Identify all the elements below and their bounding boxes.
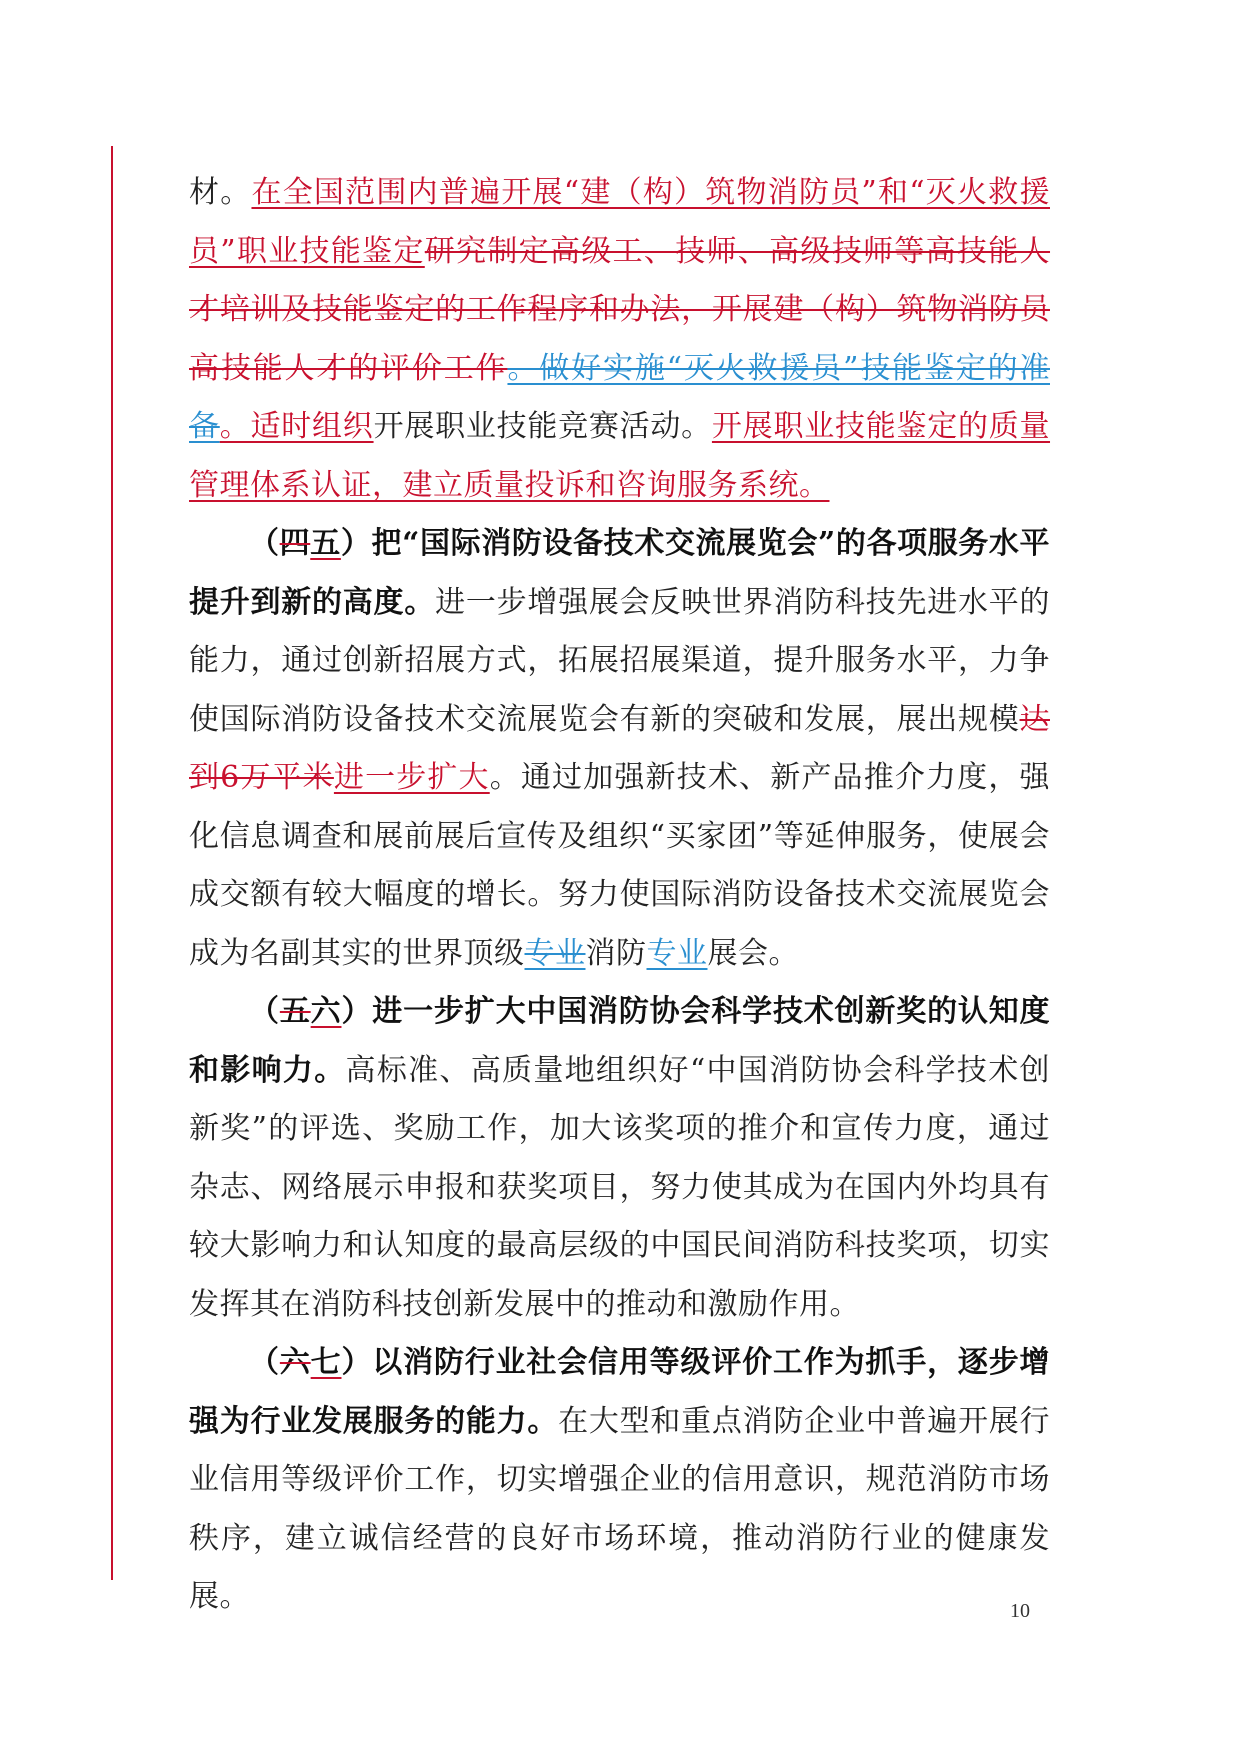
deleted-section-number: 六 xyxy=(279,1345,311,1380)
heading-open-paren: （ xyxy=(249,526,280,561)
deleted-text: 专业 xyxy=(524,935,586,971)
inserted-text: 。适时组织 xyxy=(219,409,374,444)
heading-open-paren: （ xyxy=(249,1345,280,1380)
section-heading: ）进一步扩大中国消防协会科学技术创新奖的认知度和影响力。 xyxy=(189,994,1051,1088)
inserted-section-number: 五 xyxy=(310,526,341,561)
text-run: 材。 xyxy=(189,175,252,210)
deleted-section-number: 四 xyxy=(279,526,311,561)
paragraph-innovation-award xyxy=(189,983,1050,1334)
deleted-section-number: 五 xyxy=(279,994,311,1029)
revision-change-bar xyxy=(111,146,113,1580)
text-run: 进一步增强展会反映世界消防科技先进水平的能力，通过创新招展方式，拓展招展渠道，提升服务水平，力争使国际消防设备技术交流展览会有新的突破和发展，展出规模 xyxy=(189,584,1051,737)
paragraph-credit-rating xyxy=(189,1334,1050,1627)
paragraph-exhibition xyxy=(189,515,1050,983)
text-run: 开展职业技能竞赛活动。 xyxy=(373,409,712,444)
document-body xyxy=(189,164,1050,1627)
inserted-text: 专业 xyxy=(646,935,708,971)
text-run: 高标准、高质量地组织好“中国消防协会科学技术创新奖”的评选、奖励工作，加大该奖项的推介和宣传力度，通过杂志、网络展示申报和获奖项目，努力使其成为在国内外均具有较大影响力和认知度的最高层级的中国民间消防科技奖项，切实发挥其在消防科技创新发展中的推动和激励作用。 xyxy=(189,1052,1050,1322)
text-run: 消防 xyxy=(585,935,647,971)
inserted-text: 在全国范围内普遍开展“建（构）筑物消防员”和“灭火救援员”职业技能鉴定 xyxy=(189,175,1050,269)
inserted-section-number: 七 xyxy=(310,1345,342,1380)
section-heading: ）以消防行业社会信用等级评价工作为抓手，逐步增强为行业发展服务的能力。 xyxy=(189,1345,1051,1439)
inserted-section-number: 六 xyxy=(310,994,342,1029)
text-run: 。通过加强新技术、新产品推介力度，强化信息调查和展前展后宣传及组织“买家团”等延伸服务，使展会成交额有较大幅度的增长。努力使国际消防设备技术交流展览会成为名副其实的世界顶级 xyxy=(189,760,1051,971)
text-run: 展会。 xyxy=(707,935,799,971)
inserted-text: 开展职业技能鉴定的质量管理体系认证，建立质量投诉和咨询服务系统。 xyxy=(189,409,1051,503)
inserted-text: 进一步扩大 xyxy=(333,760,490,795)
text-run: 在大型和重点消防企业中普遍开展行业信用等级评价工作，切实增强企业的信用意识，规范消防市场秩序，建立诚信经营的良好市场环境，推动消防行业的健康发展。 xyxy=(189,1403,1051,1614)
deleted-text: 达到6万平米 xyxy=(189,701,1050,795)
deleted-text: 研究制定高级工、技师、高级技师等高技能人才培训及技能鉴定的工作程序和办法，开展建（构）筑物消防员高技能人才的评价工作 xyxy=(189,233,1051,386)
paragraph-skill-appraisal xyxy=(189,164,1050,515)
deleted-text: 。做好实施“灭火救援员”技能鉴定的准备 xyxy=(189,350,1050,444)
page-number: 10 xyxy=(1010,1600,1030,1622)
section-heading: ）把“国际消防设备技术交流展览会”的各项服务水平提升到新的高度。 xyxy=(189,526,1051,620)
heading-open-paren: （ xyxy=(249,994,280,1029)
